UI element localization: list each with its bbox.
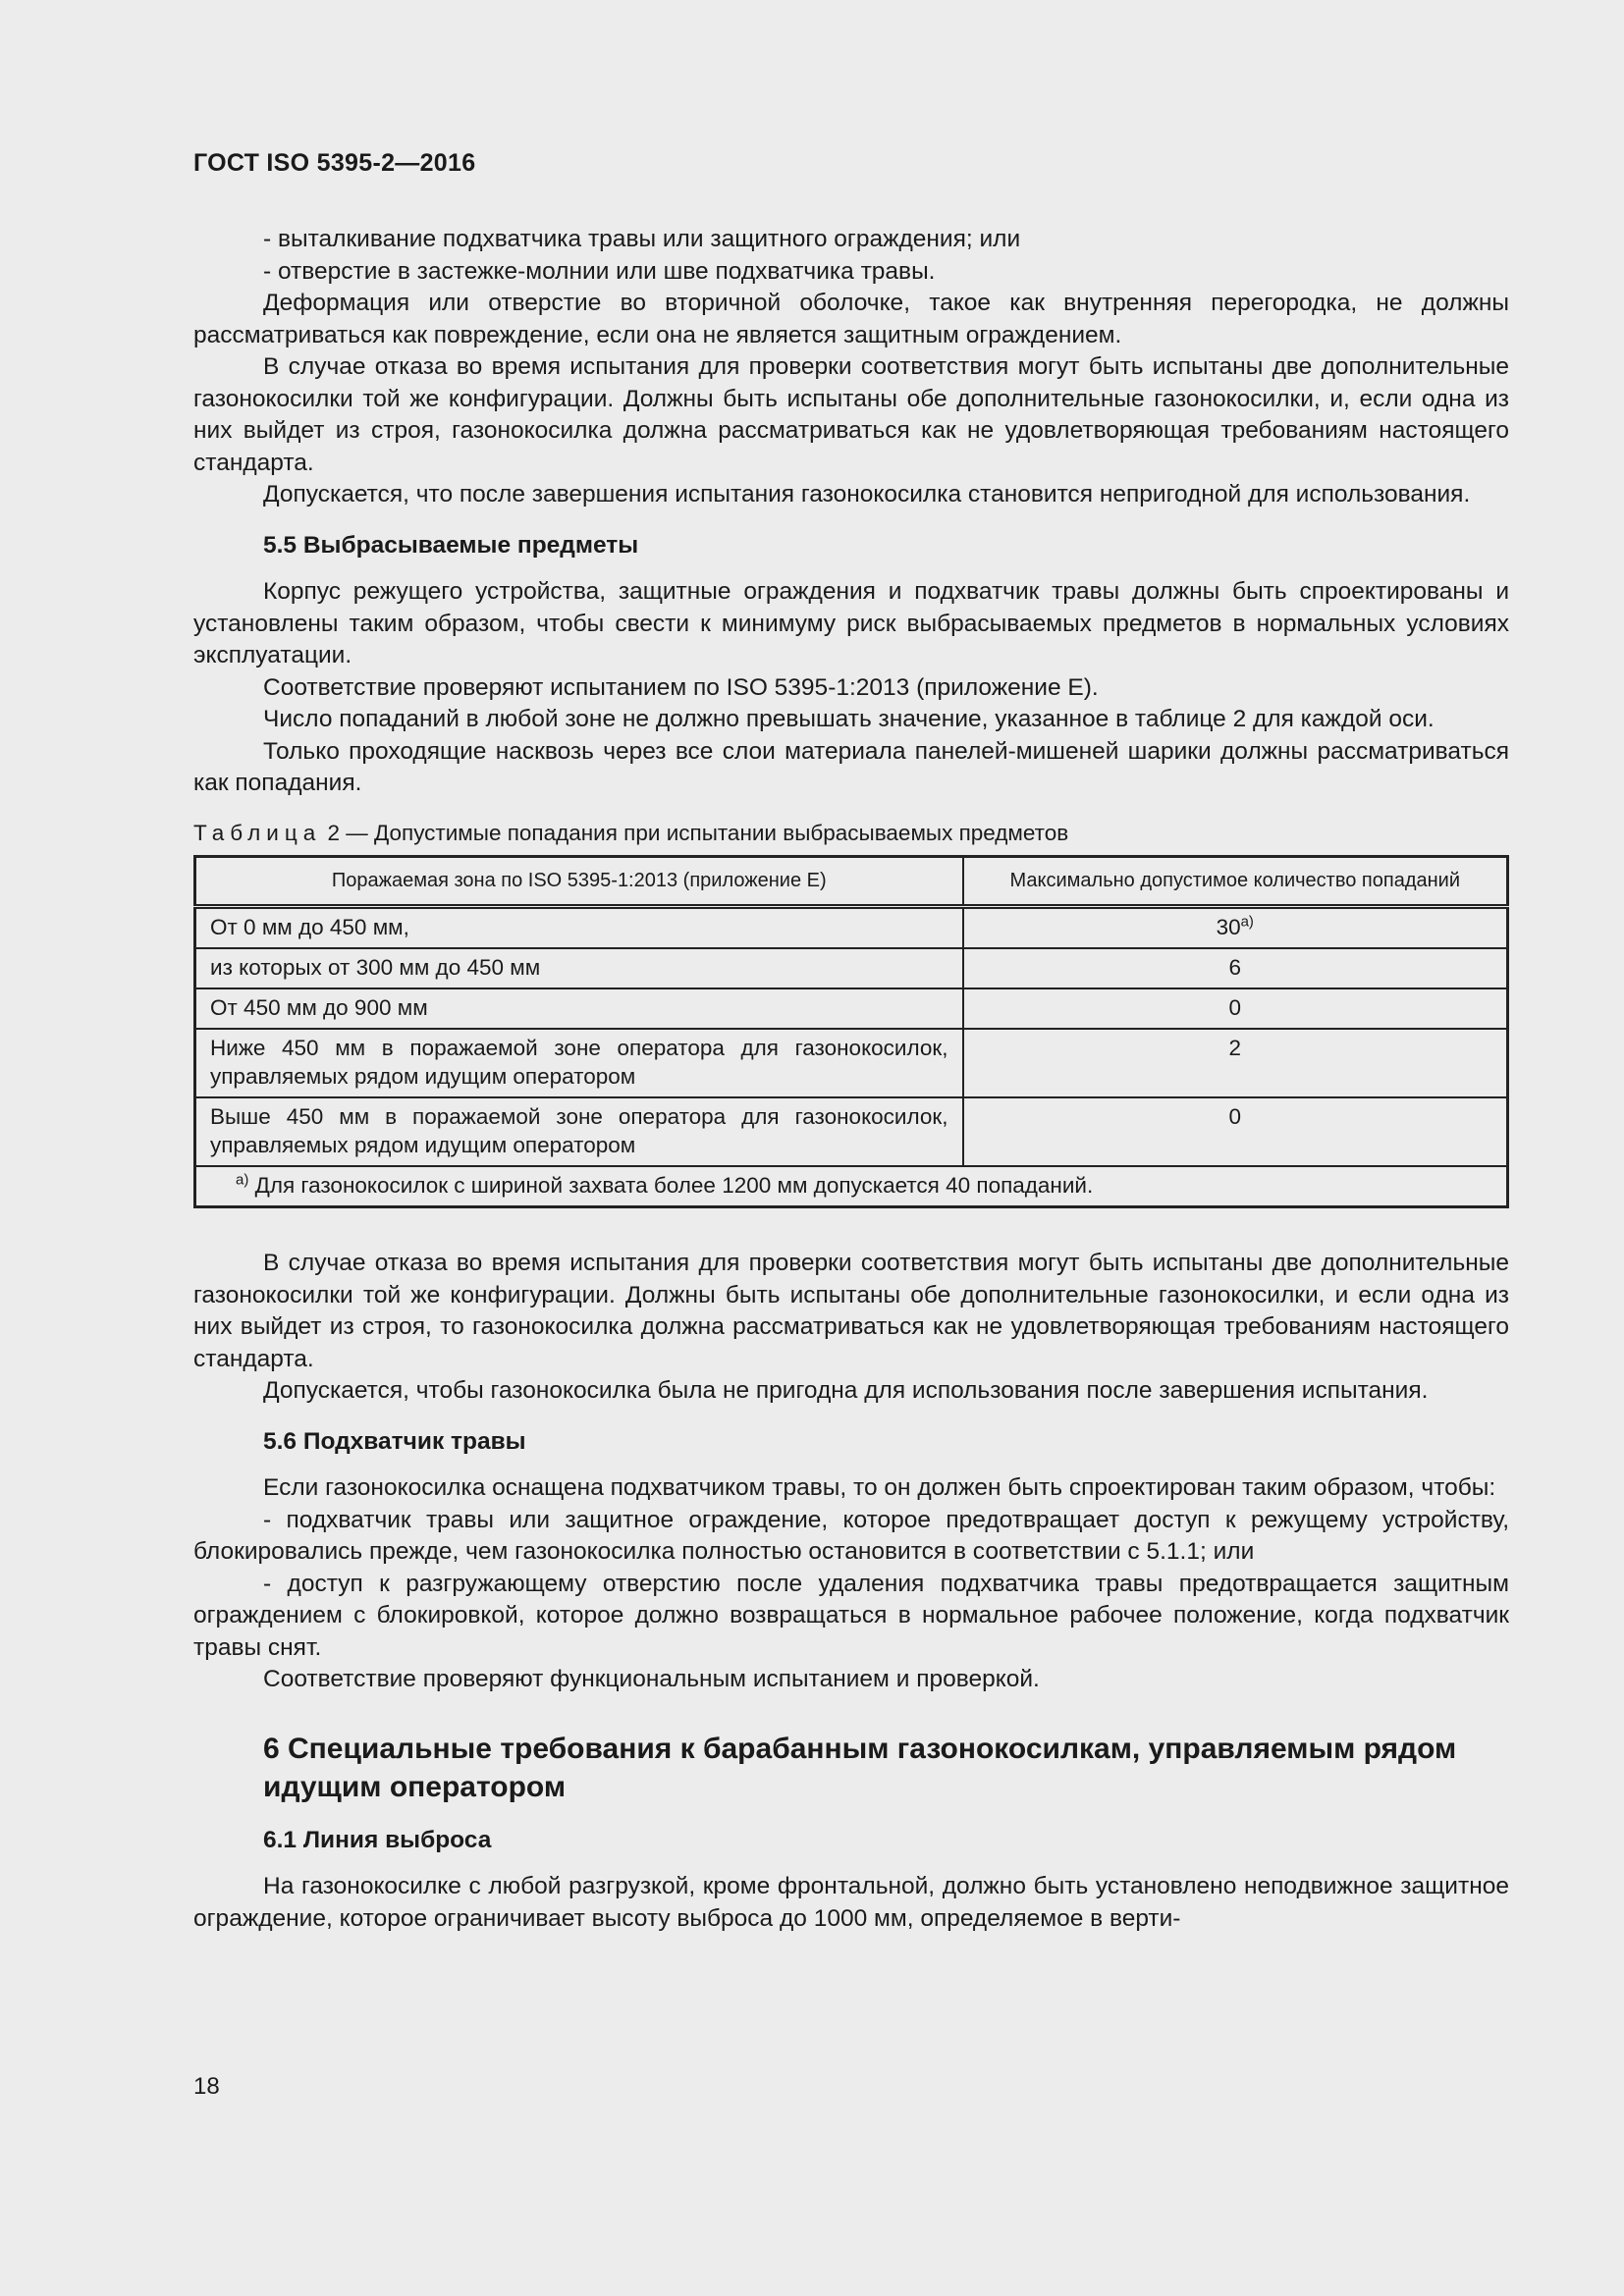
paragraph: Допускается, что после завершения испытания газонокосилка становится непригодной для использования.	[263, 481, 1471, 507]
table-header-row	[195, 857, 1508, 907]
table-row	[195, 907, 1508, 949]
section-heading-6-1: 6.1 Линия выброса	[263, 1826, 492, 1853]
zone-cell: От 450 мм до 900 мм	[195, 988, 963, 1029]
value-cell: 2	[963, 1029, 1508, 1097]
paragraph: - выталкивание подхватчика травы или защитного ограждения; или	[263, 226, 1021, 252]
paragraph: - доступ к разгружающему отверстию после удаления подхватчика травы предотвращается защитным ограждением с блокировкой, которое должно возвращаться в нормальное рабочее положение, когда подхватчик травы снят.	[193, 1570, 1509, 1661]
zone-cell: Выше 450 мм в поражаемой зоне оператора для газонокосилок, управляемых рядом идущим оператором	[195, 1097, 963, 1166]
value-cell: 0	[963, 1097, 1508, 1166]
paragraph: Только проходящие насквозь через все слои материала панелей-мишеней шарики должны рассматриваться как попадания.	[193, 737, 1509, 796]
table-caption-text: 2 — Допустимые попадания при испытании выбрасываемых предметов	[321, 820, 1069, 845]
paragraph: Деформация или отверстие во вторичной оболочке, такое как внутренняя перегородка, не должны рассматриваться как повреждение, если она не является защитным ограждением.	[193, 290, 1509, 348]
column-header-zone: Поражаемая зона по ISO 5395-1:2013 (приложение E)	[195, 857, 963, 907]
paragraph: Если газонокосилка оснащена подхватчиком травы, то он должен быть спроектирован таким образом, чтобы:	[263, 1474, 1496, 1501]
footnote-ref: a)	[1240, 913, 1254, 931]
zone-cell: Ниже 450 мм в поражаемой зоне оператора для газонокосилок, управляемых рядом идущим оператором	[195, 1029, 963, 1097]
table-footnote-row	[195, 1166, 1508, 1207]
page-number: 18	[193, 2073, 220, 2100]
table-row	[195, 948, 1508, 988]
footnote-mark: a)	[236, 1171, 249, 1189]
paragraph: В случае отказа во время испытания для проверки соответствия могут быть испытаны две дополнительные газонокосилки той же конфигурации. Должны быть испытаны обе дополнительные газонокосилки, и если одна из них выйдет из строя, то газонокосилка должна рассматриваться как не удовлетворяющая требованиям настоящего стандарта.	[193, 1250, 1509, 1372]
zone-cell: из которых от 300 мм до 450 мм	[195, 948, 963, 988]
value-cell: 6	[963, 948, 1508, 988]
hits-table	[193, 855, 1509, 1208]
value-number: 30	[1216, 915, 1241, 939]
section-heading-5-5: 5.5 Выбрасываемые предметы	[263, 531, 639, 559]
value-cell	[963, 907, 1508, 949]
paragraph: Корпус режущего устройства, защитные ограждения и подхватчик травы должны быть спроектированы и установлены таким образом, чтобы свести к минимуму риск выбрасываемых предметов в нормальных условиях эксплуатации.	[193, 578, 1509, 668]
document-header: ГОСТ ISO 5395-2—2016	[193, 149, 476, 177]
paragraph: Число попаданий в любой зоне не должно превышать значение, указанное в таблице 2 для каждой оси.	[263, 706, 1435, 732]
paragraph: Соответствие проверяют функциональным испытанием и проверкой.	[263, 1666, 1040, 1692]
document-body	[193, 224, 1509, 1935]
value-cell: 0	[963, 988, 1508, 1029]
table-caption	[193, 818, 1509, 850]
table-row	[195, 1029, 1508, 1097]
paragraph: Допускается, чтобы газонокосилка была не пригодна для использования после завершения испытания.	[263, 1377, 1429, 1404]
paragraph: В случае отказа во время испытания для проверки соответствия могут быть испытаны две дополнительные газонокосилки той же конфигурации. Должны быть испытаны обе дополнительные газонокосилки, и, если одна из них выйдет из строя, газонокосилка должна рассматриваться как не удовлетворяющая требованиям настоящего стандарта.	[193, 353, 1509, 476]
footnote-text: Для газонокосилок с шириной захвата более 1200 мм допускается 40 попаданий.	[248, 1173, 1094, 1198]
zone-cell: От 0 мм до 450 мм,	[195, 907, 963, 949]
paragraph: На газонокосилке с любой разгрузкой, кроме фронтальной, должно быть установлено неподвижное защитное ограждение, которое ограничивает высоту выброса до 1000 мм, определяемое в верти-	[193, 1873, 1509, 1932]
section-heading-5-6: 5.6 Подхватчик травы	[263, 1427, 526, 1455]
paragraph: - отверстие в застежке-молнии или шве подхватчика травы.	[263, 257, 936, 285]
table-row	[195, 1097, 1508, 1166]
section-heading-6: 6 Специальные требования к барабанным газонокосилкам, управляемым рядом идущим оператором	[263, 1732, 1457, 1803]
column-header-max-hits: Максимально допустимое количество попаданий	[963, 857, 1508, 907]
table-caption-prefix: Таблица	[193, 820, 322, 845]
table-footnote	[195, 1166, 1508, 1207]
paragraph: Соответствие проверяют испытанием по ISO 5395-1:2013 (приложение E).	[263, 673, 1099, 701]
table-row	[195, 988, 1508, 1029]
paragraph: - подхватчик травы или защитное ограждение, которое предотвращает доступ к режущему устройству, блокировались прежде, чем газонокосилка полностью остановится в соответствии с 5.1.1; или	[193, 1506, 1509, 1565]
